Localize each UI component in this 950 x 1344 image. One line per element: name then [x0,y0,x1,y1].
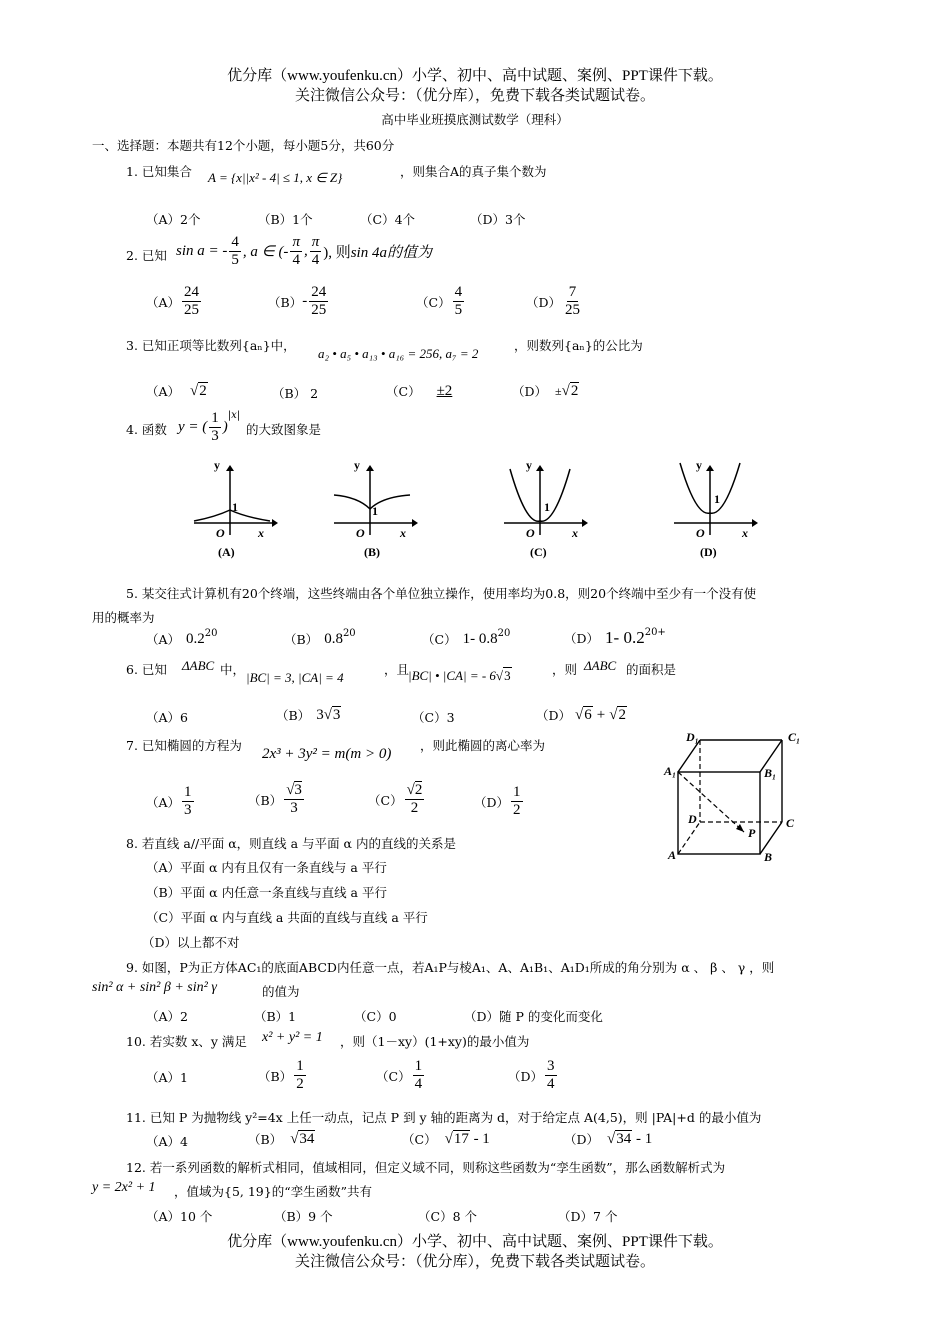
y-arrow [706,465,714,471]
q2-ob-n: 24 [309,284,328,302]
q4-a-one: 1 [232,500,238,514]
q6-od-sqrt2: √2 [609,706,626,723]
q5-od-label: （D） [564,631,600,646]
q11-oc-label: （C） [402,1132,437,1147]
q7-oc-d: 2 [410,800,419,817]
q11-option-a: （A）4 [146,1134,188,1149]
q10-oc-label: （C） [376,1068,411,1084]
q5-ob-label: （B） [284,632,319,647]
q11-ob-rad: 34 [299,1130,315,1147]
page-title: 高中毕业班摸底测试数学（理科） [381,112,569,127]
q2-formula-c: , [303,243,308,260]
y-arrow [536,465,544,471]
q5-option-c [422,627,511,648]
q9-text-a: 9. 如图，P为正方体AC₁的底面ABCD内任意一点，若A₁P与棱A₁、A、A₁B₁、A₁D₁所成的角分别为 α 、 β 、 γ ，则 [126,960,775,975]
q8-option-d: （D）以上都不对 [142,935,240,950]
q6-ob-sqrt: √3 [323,706,341,723]
q10-od-label: （D） [508,1068,544,1084]
cube-point-p-arrow [736,824,744,832]
q11-ob-sqrt: √34 [290,1130,315,1147]
x-arrow [752,519,758,527]
cube-label-d1: D₁ [686,730,699,744]
q2-option-c-frac [453,284,465,320]
q6-formula-sqrt: √3 [495,668,511,683]
cube-label-a: A [668,848,677,862]
q9-option-a: （A）2 [146,1009,188,1024]
q8-option-a: （A）平面 α 内有且仅有一条直线与 a 平行 [146,860,387,875]
q8-text: 8. 若直线 a//平面 α，则直线 a 与平面 α 内的直线的关系是 [126,836,456,851]
q7-ob-d: 3 [290,800,298,817]
q2-option-d [526,284,584,320]
q10-oc-d: 4 [414,1076,423,1093]
q4-d-label: (D) [700,545,717,559]
q6-ob-label: （B） [276,708,311,723]
q12-option-d: （D）7 个 [558,1209,618,1224]
q4-d-y: y [696,458,702,472]
q7-oc-frac [405,782,425,818]
q3-option-d-sqrt: √2 [561,382,579,399]
q6-option-a: （A）6 [146,710,188,725]
q2-ob-d: 25 [311,302,327,319]
q3-formula: a₂ • a₅ • a₁₃ • a₁₆ = 256, a₇ = 2 [318,346,479,361]
q4-a-x: x [258,526,264,540]
cube-label-d: D [688,812,697,826]
cube-label-b1: B₁ [764,766,777,780]
q7-ob-frac [284,782,304,818]
q2-oa-d: 25 [184,302,200,319]
q2-frac-num: 4 [229,234,241,252]
cube-label-a1: A₁ [664,764,677,778]
q12-text-a: 12. 若一系列函数的解析式相同，值域相同，但定义域不同，则称这些函数为“孪生函数”，那么函数解析式为 [126,1160,726,1175]
q4-formula-a: y = ( [178,419,208,436]
q2-four-2: 4 [311,252,320,269]
q3-option-a [146,382,208,400]
q6-option-d [536,706,627,724]
q4-d-one: 1 [714,492,720,506]
q6-od-rad2: 2 [618,706,626,723]
q6-od-plus: + [596,706,606,723]
q5-od-exp: 20+ [644,626,666,638]
q4-b-x: x [400,526,406,540]
q3-option-a-label: （A） [146,384,181,399]
q7-ob-label: （B） [248,792,283,808]
q3-option-c-label: （C） [386,384,421,399]
q11-od-rad: 34 [616,1130,632,1147]
q9-text-b: 的值为 [262,984,300,999]
q3-option-c-value: ±2 [436,382,453,399]
q2-formula-e: sin 4a的值为 [350,245,432,262]
q7-ob-num: √3 [284,782,304,800]
q12-option-c: （C）8 个 [418,1209,477,1224]
q7-oa-frac [182,784,194,820]
q2-option-d-frac [563,284,582,320]
q7-od-frac [511,784,523,820]
q6-ob-rad: 3 [332,706,341,723]
q5-option-d [564,628,666,648]
q7-od-n: 1 [511,784,523,802]
q1-text-a: 1. 已知集合 [126,164,192,179]
q11-od-tail: - 1 [632,1130,653,1147]
q11-ob-label: （B） [248,1132,283,1147]
q6-option-c: （C）3 [412,710,455,725]
q7-option-d [474,784,525,820]
q10-ob-frac [294,1058,306,1094]
q2-formula-d: ), 则 [323,245,351,262]
y-arrow [366,465,374,471]
q7-option-b [248,782,306,818]
q7-formula: 2x³ + 3y² = m(m > 0) [262,746,392,762]
q3-option-d-label: （D） [512,384,548,399]
header-line-2: 关注微信公众号：（优分库），免费下载各类试题试卷。 [294,88,655,104]
q10-od-d: 4 [547,1076,555,1093]
q1-option-b: （B）1个 [258,212,313,227]
q4-b-o: O [356,526,365,540]
cube-label-b: B [764,850,773,864]
q2-fraction [229,234,241,270]
q10-option-c [376,1058,426,1094]
y-arrow [226,465,234,471]
q4-c-y: y [526,458,532,472]
q6-text-c: ，且 [384,662,410,677]
q2-od-n: 7 [567,284,579,302]
q3-text-a: 3. 已知正项等比数列{aₙ}中， [126,338,296,353]
q5-text-a: 5. 某交往式计算机有20个终端，这些终端由各个单位独立操作，使用率均为0.8，则20个终端中至少有一个没有使 [126,586,757,601]
q1-option-c: （C）4个 [360,212,416,227]
q6-tri: ΔABC [182,658,215,673]
q6-formula-b: |BC| • |CA| = - 6 [408,668,496,683]
q2-pi-1: π [290,234,302,252]
q3-option-d-pm: ± [555,383,562,398]
q2-od-d: 25 [565,302,581,319]
q2-option-b-label: （B） [268,294,303,310]
q5-oa-val: 0.2 [186,630,205,647]
q2-option-a-label: （A） [146,294,181,310]
q5-ob-val: 0.8 [324,630,343,647]
q3-oa-rad: 2 [199,382,207,399]
q7-oc-num: √2 [405,782,425,800]
q6-formula-b-wrap [408,668,512,684]
q5-od-val: 1- 0.2 [605,628,645,647]
q11-oc-sqrt: √17 [444,1130,469,1147]
q7-text-a: 7. 已知椭圆的方程为 [126,738,242,753]
q6-formula-a: |BC| = 3, |CA| = 4 [246,670,344,685]
x-arrow [412,519,418,527]
q5-oc-exp: 20 [497,627,511,639]
q2-pi-frac-1 [290,234,302,270]
q6-text-d: ，则 [552,662,578,677]
q7-option-c [368,782,426,818]
q5-oc-val: 1- 0.8 [462,630,498,647]
cube-label-c1: C₁ [788,730,801,744]
q5-option-b [284,627,356,648]
q3-option-c [386,382,452,400]
q10-formula: x² + y² = 1 [262,1030,323,1045]
q6-formula-rad: 3 [504,668,511,683]
q10-od-frac [545,1058,557,1094]
q11-option-b [248,1130,315,1148]
q12-text-b: ，值域为{5, 19}的“孪生函数”共有 [174,1184,372,1199]
q4-a-y: y [214,458,220,472]
q10-oc-n: 1 [413,1058,425,1076]
q2-option-c-label: （C） [416,294,451,310]
cube-label-c: C [786,816,795,830]
q11-option-c [402,1130,490,1148]
q7-od-d: 2 [513,802,521,819]
q3-option-a-sqrt: √2 [190,382,207,399]
q7-ob-n: 3 [294,782,302,798]
q3-option-b: （B） 2 [272,386,319,401]
q3-text-b: ，则数列{aₙ}的公比为 [514,338,643,353]
q11-option-d [564,1130,652,1148]
q4-b-one: 1 [372,504,378,518]
q10-oc-frac [413,1058,425,1094]
q8-option-b: （B）平面 α 内任意一条直线与直线 a 平行 [146,885,387,900]
q4-b-y: y [354,458,360,472]
x-arrow [272,519,278,527]
q4-a-o: O [216,526,225,540]
q6-od-rad1: 6 [584,706,592,723]
q5-oa-exp: 20 [204,627,218,639]
q11-oc-rad: 17 [453,1130,469,1147]
q4-frac-n: 1 [209,410,221,428]
q5-option-a [146,627,218,648]
q6-od-label: （D） [536,708,572,723]
q8-option-c: （C）平面 α 内与直线 a 共面的直线与直线 a 平行 [146,910,428,925]
q2-text-a: 2. 已知 [126,248,167,263]
q2-four-1: 4 [292,252,300,269]
q12-formula: y = 2x² + 1 [92,1180,156,1195]
q3-option-d [512,382,579,400]
q9-option-d: （D）随 P 的变化而变化 [464,1009,603,1024]
q6-ob-pre: 3 [316,706,324,723]
q2-oc-d: 5 [454,302,463,319]
q2-option-b-sign: - [302,293,308,310]
section-heading: 一、选择题：本题共有12个小题，每小题5分，共60分 [92,138,395,153]
q10-option-b [258,1058,308,1094]
q10-od-n: 3 [545,1058,557,1076]
footer-line-1: 优分库（www.youfenku.cn）小学、初中、高中试题、案例、PPT课件下载。 [227,1234,723,1250]
q9-option-b: （B）1 [254,1009,297,1024]
q7-od-label: （D） [474,794,510,810]
q11-od-sqrt: √34 [607,1130,632,1147]
q4-formula-b: ) [222,419,228,436]
cube-figure [664,728,814,868]
q5-text-b: 用的概率为 [92,610,155,625]
q4-c-o: O [526,526,535,540]
q10-text-b: ，则（1－xy）(1+xy)的最小值为 [340,1034,530,1049]
q4-frac-d: 3 [211,428,219,445]
q10-text-a: 10. 若实数 x、y 满足 [126,1034,247,1049]
q2-option-a [146,284,203,320]
q12-option-a: （A）10 个 [146,1209,213,1224]
q3-od-rad: 2 [570,382,579,399]
q1-formula: A = {x||x² - 4| ≤ 1, x ∈ Z} [208,170,343,185]
q11-text: 11. 已知 P 为抛物线 y²=4x 上任一动点，记点 P 到 y 轴的距离为 d，对于给定点 A(4,5)，则 |PA|+d 的最小值为 [126,1110,762,1125]
q11-oc-tail: - 1 [469,1130,490,1147]
q2-oc-n: 4 [453,284,465,302]
q10-option-d [508,1058,559,1094]
q4-b-label: (B) [364,545,380,559]
q2-oa-n: 24 [182,284,201,302]
q4-exponent: |x| [227,410,241,422]
q1-text-b: ，则集合A的真子集个数为 [400,164,547,179]
q7-text-b: ，则此椭圆的离心率为 [420,738,546,753]
q4-c-one: 1 [544,500,550,514]
q4-text-b: 的大致图象是 [246,422,322,437]
q4-formula [178,410,240,446]
q10-ob-d: 2 [296,1076,304,1093]
q2-option-a-frac [182,284,201,320]
q2-pi-frac-2 [310,234,322,270]
q4-c-label: (C) [530,545,547,559]
q2-pi-2: π [310,234,322,252]
q11-od-label: （D） [564,1132,600,1147]
q7-option-a [146,784,196,820]
q4-d-o: O [696,526,705,540]
q7-oc-label: （C） [368,792,403,808]
q5-oc-label: （C） [422,632,457,647]
cube-label-p: P [748,826,756,840]
q2-formula-a: sin a = - [176,243,228,260]
q2-formula [176,234,432,270]
q7-oa-d: 3 [184,802,192,819]
q10-option-a: （A）1 [146,1070,188,1085]
q4-c-x: x [572,526,578,540]
q5-oa-label: （A） [146,632,181,647]
q4-fraction [209,410,221,446]
q2-option-b-frac [309,284,328,320]
header-line-1: 优分库（www.youfenku.cn）小学、初中、高中试题、案例、PPT课件下载。 [227,68,723,84]
q2-formula-b: , a ∈ (- [242,244,289,261]
q9-option-c: （C）0 [354,1009,397,1024]
q7-oa-label: （A） [146,794,181,810]
q12-option-b: （B）9 个 [274,1209,333,1224]
q7-oc-n: 2 [414,782,423,798]
q1-option-a: （A）2个 [146,212,201,227]
q6-tri-2: ΔABC [584,658,617,673]
q5-ob-exp: 20 [342,627,356,639]
q7-oa-n: 1 [182,784,194,802]
q2-option-c [416,284,466,320]
q4-text-a: 4. 函数 [126,422,167,437]
q2-option-b [268,284,330,320]
q10-ob-label: （B） [258,1068,293,1084]
q9-formula: sin² α + sin² β + sin² γ [92,980,217,995]
q6-option-b [276,706,341,724]
q4-a-label: (A) [218,545,235,559]
x-arrow [582,519,588,527]
q6-text-a: 6. 已知 [126,662,167,677]
footer-line-2: 关注微信公众号：（优分库），免费下载各类试题试卷。 [294,1254,655,1270]
q10-ob-n: 1 [294,1058,306,1076]
q6-od-sqrt1: √6 [575,706,592,723]
q6-text-e: 的面积是 [626,662,677,677]
q1-option-d: （D）3个 [470,212,526,227]
q2-option-d-label: （D） [526,294,562,310]
q2-frac-den: 5 [231,252,239,269]
q4-d-x: x [742,526,748,540]
q6-text-b: 中， [220,662,246,677]
